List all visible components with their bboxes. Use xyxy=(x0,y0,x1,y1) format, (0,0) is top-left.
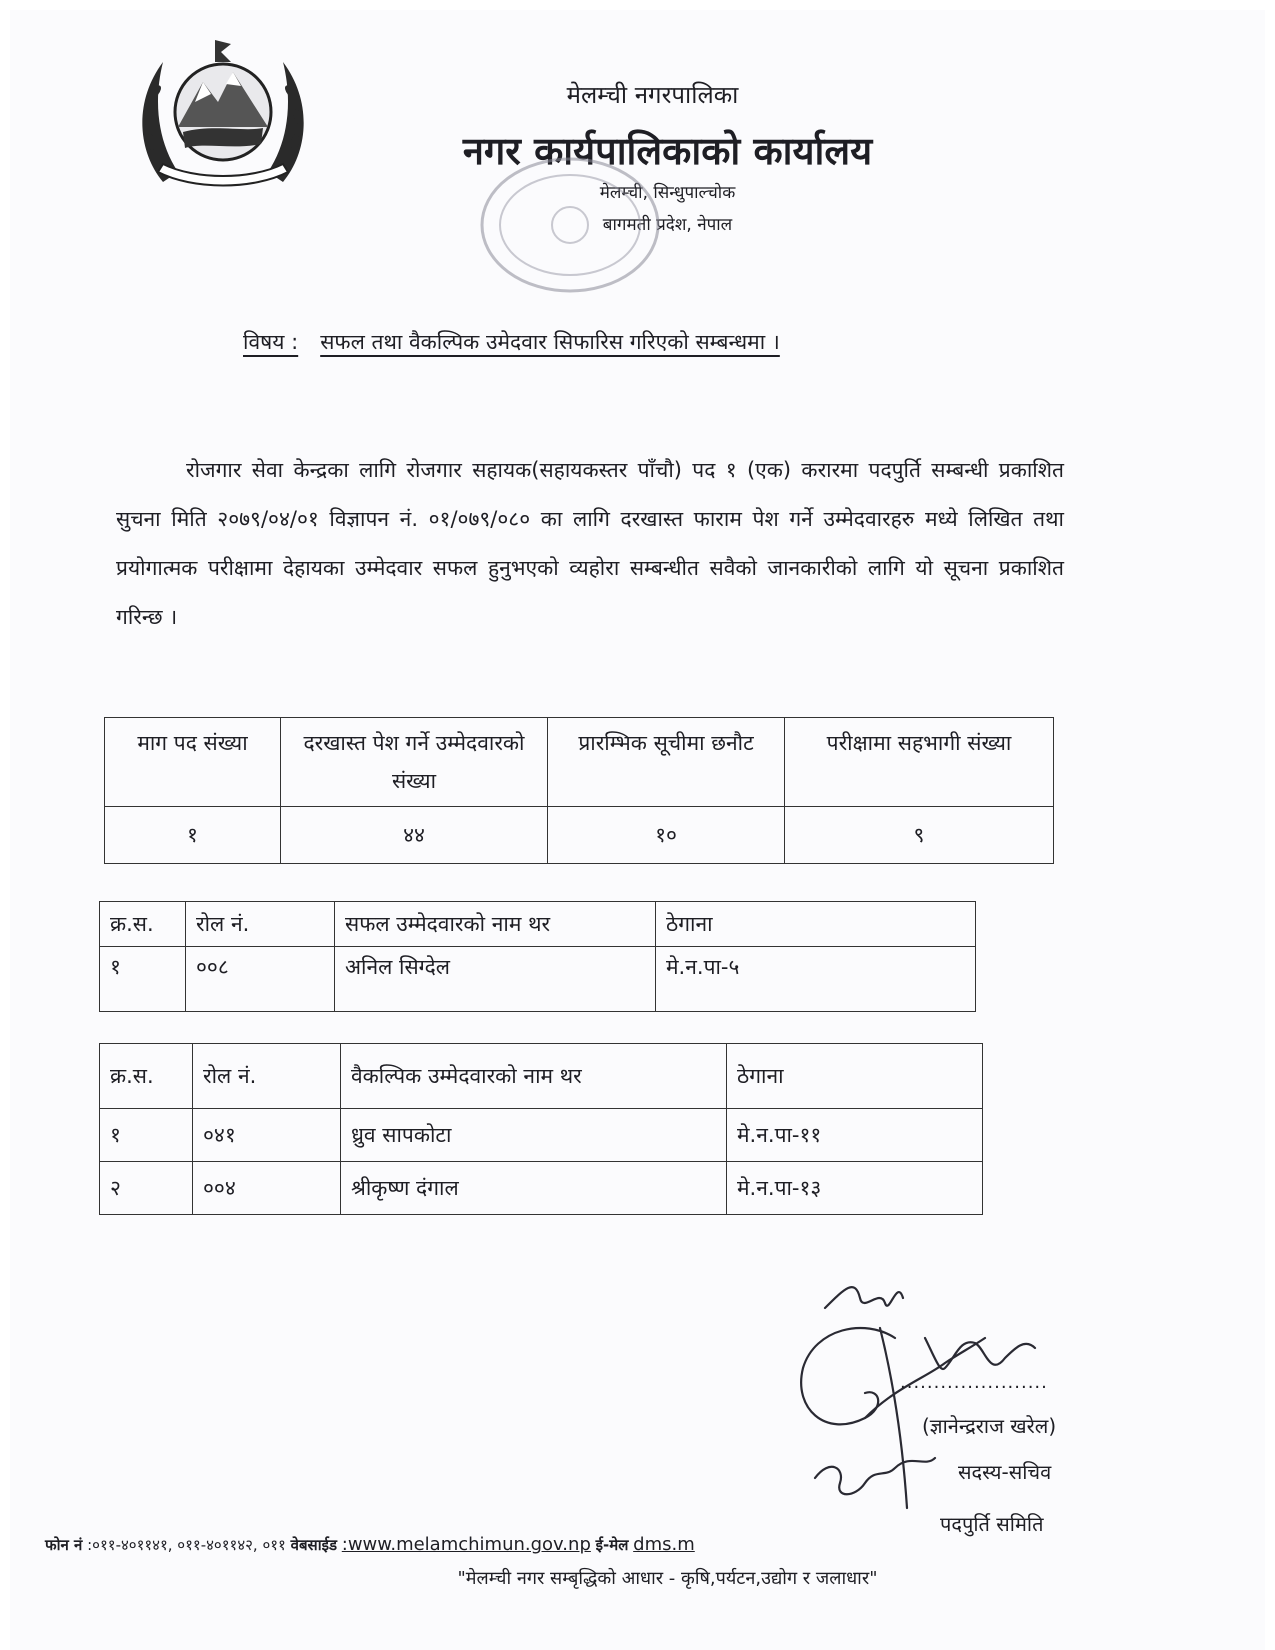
municipality-name: मेलम्ची नगरपालिका xyxy=(566,81,739,109)
table-cell: १ xyxy=(100,1109,193,1162)
subject-text: सफल तथा वैकल्पिक उमेदवार सिफारिस गरिएको सम्बन्धमा । xyxy=(320,330,780,354)
address-line-2: बागमती प्रदेश, नेपाल xyxy=(602,215,733,235)
phone-label: फोन नं xyxy=(45,1536,83,1554)
stats-table xyxy=(104,717,1054,864)
alternate-candidates-table xyxy=(99,1043,983,1215)
stats-value-cell: १० xyxy=(548,807,785,864)
signatory-name: (ज्ञानेन्द्रराज खरेल) xyxy=(922,1414,1057,1438)
table-header-cell: रोल नं. xyxy=(186,902,335,947)
table-cell: ००४ xyxy=(193,1162,341,1215)
table-cell: मे.न.पा-५ xyxy=(656,947,976,1012)
notice-body: रोजगार सेवा केन्द्रका लागि रोजगार सहायक(सहायकस्तर पाँचौ) पद १ (एक) करारमा पदपुर्ति सम्बन्धी प्रकाशित सुचना मिति २०७९/०४/०१ विज्ञापन नं. ०१/०७९/०८० का लागि दरखास्त फाराम पेश गर्ने उम्मेदवारहरु मध्ये लिखित तथा प्रयोगात्मक परीक्षामा देहायका उम्मेदवार सफल हुनुभएको व्यहोरा सम्बन्धीत सवैको जानकारीको लागि यो सूचना प्रकाशित गरिन्छ । xyxy=(116,458,1064,629)
footer-contact xyxy=(45,1534,695,1555)
handwritten-signature xyxy=(785,1268,1105,1528)
phone-numbers: :०११-४०११४१, ०११-४०११४२, ०११ xyxy=(87,1536,286,1554)
signatory-committee: पदपुर्ति समिति xyxy=(940,1512,1044,1536)
table-row xyxy=(100,1162,983,1215)
email-label: ई-मेल xyxy=(595,1536,629,1554)
stats-header-cell: परीक्षामा सहभागी संख्या xyxy=(785,718,1054,807)
subject-label: विषय : xyxy=(243,330,299,354)
subject-line xyxy=(243,328,780,356)
stats-header-cell: प्रारम्भिक सूचीमा छनौट xyxy=(548,718,785,807)
table-row xyxy=(100,947,976,1012)
stats-header-cell: दरखास्त पेश गर्ने उम्मेदवारको संख्या xyxy=(281,718,548,807)
table-cell: मे.न.पा-११ xyxy=(727,1109,983,1162)
email-link[interactable]: dms.m xyxy=(633,1534,695,1555)
address-line-1: मेलम्ची, सिन्धुपाल्चोक xyxy=(599,183,736,203)
stats-header-cell: माग पद संख्या xyxy=(105,718,281,807)
table-cell: ००८ xyxy=(186,947,335,1012)
table-header-cell: क्र.स. xyxy=(100,902,186,947)
table-row xyxy=(100,1109,983,1162)
table-header-cell: क्र.स. xyxy=(100,1044,193,1109)
office-title: नगर कार्यपालिकाको कार्यालय xyxy=(462,129,873,173)
signatory-role: सदस्य-सचिव xyxy=(958,1460,1052,1484)
table-cell: ०४१ xyxy=(193,1109,341,1162)
table-header-cell: रोल नं. xyxy=(193,1044,341,1109)
table-cell: श्रीकृष्ण दंगाल xyxy=(341,1162,727,1215)
table-cell: अनिल सिग्देल xyxy=(335,947,656,1012)
successful-candidates-table xyxy=(99,901,976,1012)
footer-slogan: "मेलम्ची नगर सम्बृद्धिको आधार - कृषि,पर्यटन,उद्योग र जलाधार" xyxy=(457,1568,878,1589)
website-label: वेबसाईड xyxy=(290,1536,337,1554)
office-stamp xyxy=(470,150,670,300)
stats-value-cell: १ xyxy=(105,807,281,864)
website-link[interactable]: :www.melamchimun.gov.np xyxy=(341,1534,591,1555)
signature-line: ...................... xyxy=(900,1372,1048,1393)
table-cell: ध्रुव सापकोटा xyxy=(341,1109,727,1162)
table-cell: मे.न.पा-१३ xyxy=(727,1162,983,1215)
stats-value-cell: ९ xyxy=(785,807,1054,864)
table-header-cell: ठेगाना xyxy=(656,902,976,947)
table-cell: २ xyxy=(100,1162,193,1215)
table-header-cell: वैकल्पिक उम्मेदवारको नाम थर xyxy=(341,1044,727,1109)
stats-value-cell: ४४ xyxy=(281,807,548,864)
table-header-cell: ठेगाना xyxy=(727,1044,983,1109)
table-header-cell: सफल उम्मेदवारको नाम थर xyxy=(335,902,656,947)
table-cell: १ xyxy=(100,947,186,1012)
